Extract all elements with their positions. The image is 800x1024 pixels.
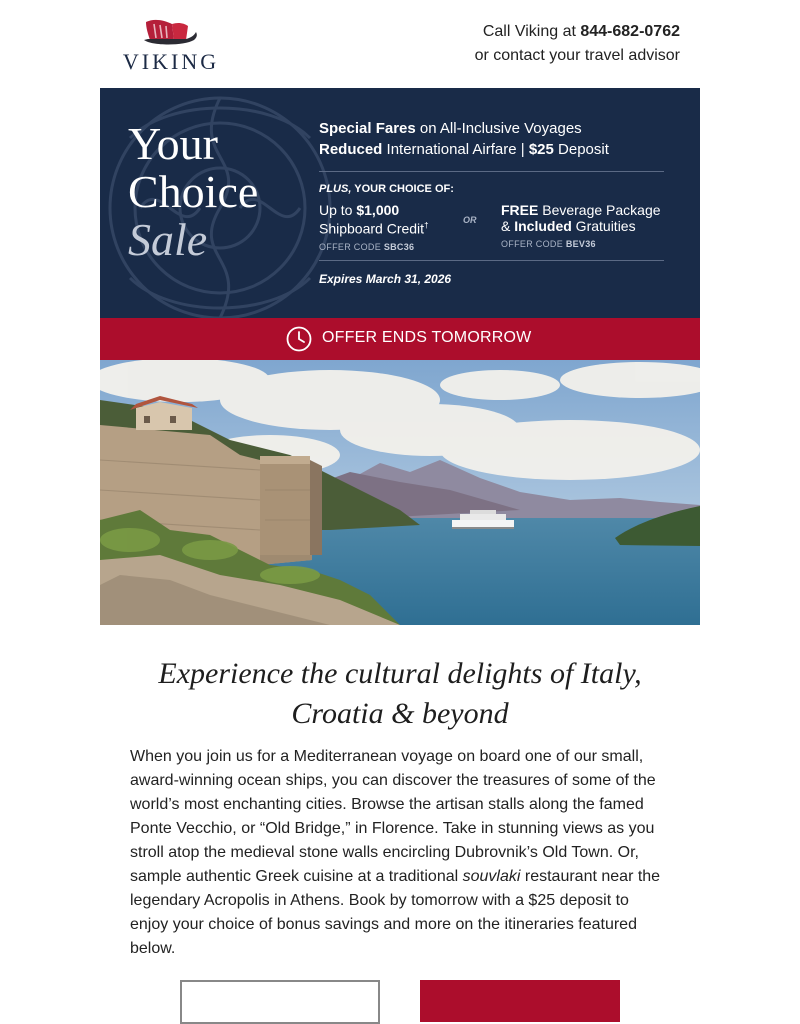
- plus-italic: PLUS,: [319, 183, 352, 195]
- divider-bottom: [319, 260, 664, 261]
- fares-line-2: [319, 139, 664, 160]
- body-part-2: restaurant near the legendary Acropolis in Athens. Book by tomorrow with a $25 deposit to enjoy your choice of bonus savings and more on the itineraries featured below.: [130, 868, 661, 957]
- section-headline: [100, 654, 700, 734]
- option1-code: [319, 239, 429, 255]
- option1-label: Shipboard Credit: [319, 220, 425, 237]
- option2-line1: [501, 202, 661, 218]
- fares-airfare: International Airfare |: [382, 141, 529, 158]
- option1-line2: [319, 218, 429, 237]
- option2-amp: &: [501, 218, 515, 234]
- option1-amount: $1,000: [356, 202, 400, 218]
- intro-paragraph: [130, 745, 670, 961]
- sale-title: [128, 120, 258, 264]
- body-part-1: When you join us for a Mediterranean voyage on board one of our small, award-winning ocean ships, you can discover the treasures of some of the world’s most enchanting cities. Browse the artisan stalls along the famed Ponte Vecchio, or “Old Bridge,” in Florence. Take in stunning views as you stroll atop the medieval stone walls encircling Dubrovnik’s Old Town. Or, sample authentic Greek cuisine at a traditional: [130, 748, 656, 885]
- logo-wordmark: VIKING: [122, 49, 220, 74]
- option-shipboard-credit: [319, 202, 429, 255]
- fares-block: [319, 118, 664, 160]
- viking-logo[interactable]: [122, 18, 220, 72]
- option2-code-value: BEV36: [565, 239, 596, 249]
- divider-top: [319, 171, 664, 172]
- option2-included: Included: [514, 218, 572, 234]
- option1-prefix: Up to: [319, 202, 357, 218]
- title-your: Your: [128, 118, 218, 169]
- headline-line-1: Experience the cultural delights of Italy,: [158, 657, 642, 690]
- option2-code-label: OFFER CODE: [501, 239, 566, 249]
- call-prefix: Call Viking at: [482, 23, 581, 40]
- or-separator: OR: [463, 215, 477, 225]
- call-line: [475, 20, 680, 44]
- offer-ends-text: OFFER ENDS TOMORROW: [322, 329, 532, 346]
- title-sale: Sale: [128, 214, 208, 265]
- offer-ends-banner[interactable]: [100, 318, 700, 360]
- expires-text: Expires March 31, 2026: [319, 272, 452, 286]
- body-souvlaki: souvlaki: [462, 868, 521, 885]
- fares-line-1: [319, 118, 664, 139]
- option1-mark: †: [424, 221, 429, 230]
- fares-deposit: Deposit: [553, 141, 609, 158]
- option1-line1: [319, 202, 429, 218]
- fares-special: Special Fares: [319, 120, 416, 137]
- option1-code-label: OFFER CODE: [319, 241, 384, 252]
- headline-line-2: Croatia & beyond: [291, 697, 509, 730]
- option2-free: FREE: [501, 202, 539, 218]
- option2-line2: [501, 218, 661, 234]
- clock-icon: [286, 326, 312, 352]
- option1-code-value: SBC36: [383, 241, 415, 252]
- plus-rest: YOUR CHOICE OF:: [351, 183, 454, 195]
- sale-hero[interactable]: [100, 88, 700, 318]
- plus-heading: [319, 183, 454, 195]
- fares-reduced: Reduced: [319, 141, 383, 158]
- option2-line1-rest: Beverage Package: [538, 202, 661, 218]
- contact-line: or contact your travel advisor: [474, 47, 680, 64]
- coastal-fortress-cruise-photo[interactable]: [100, 360, 700, 625]
- title-choice: Choice: [128, 166, 259, 217]
- contact-info: [475, 20, 680, 68]
- option2-code: [501, 236, 661, 252]
- primary-button[interactable]: [420, 980, 620, 1022]
- fares-deposit-amount: $25: [528, 141, 554, 158]
- secondary-button[interactable]: [180, 980, 380, 1024]
- fares-line1-rest: on All-Inclusive Voyages: [415, 120, 582, 137]
- longship-icon: [144, 18, 198, 48]
- header: [100, 0, 700, 88]
- option-beverage-package: [501, 202, 661, 252]
- phone-link[interactable]: 844-682-0762: [580, 23, 680, 40]
- option2-line2-rest: Gratuities: [571, 218, 636, 234]
- photo-illustration: [100, 360, 700, 625]
